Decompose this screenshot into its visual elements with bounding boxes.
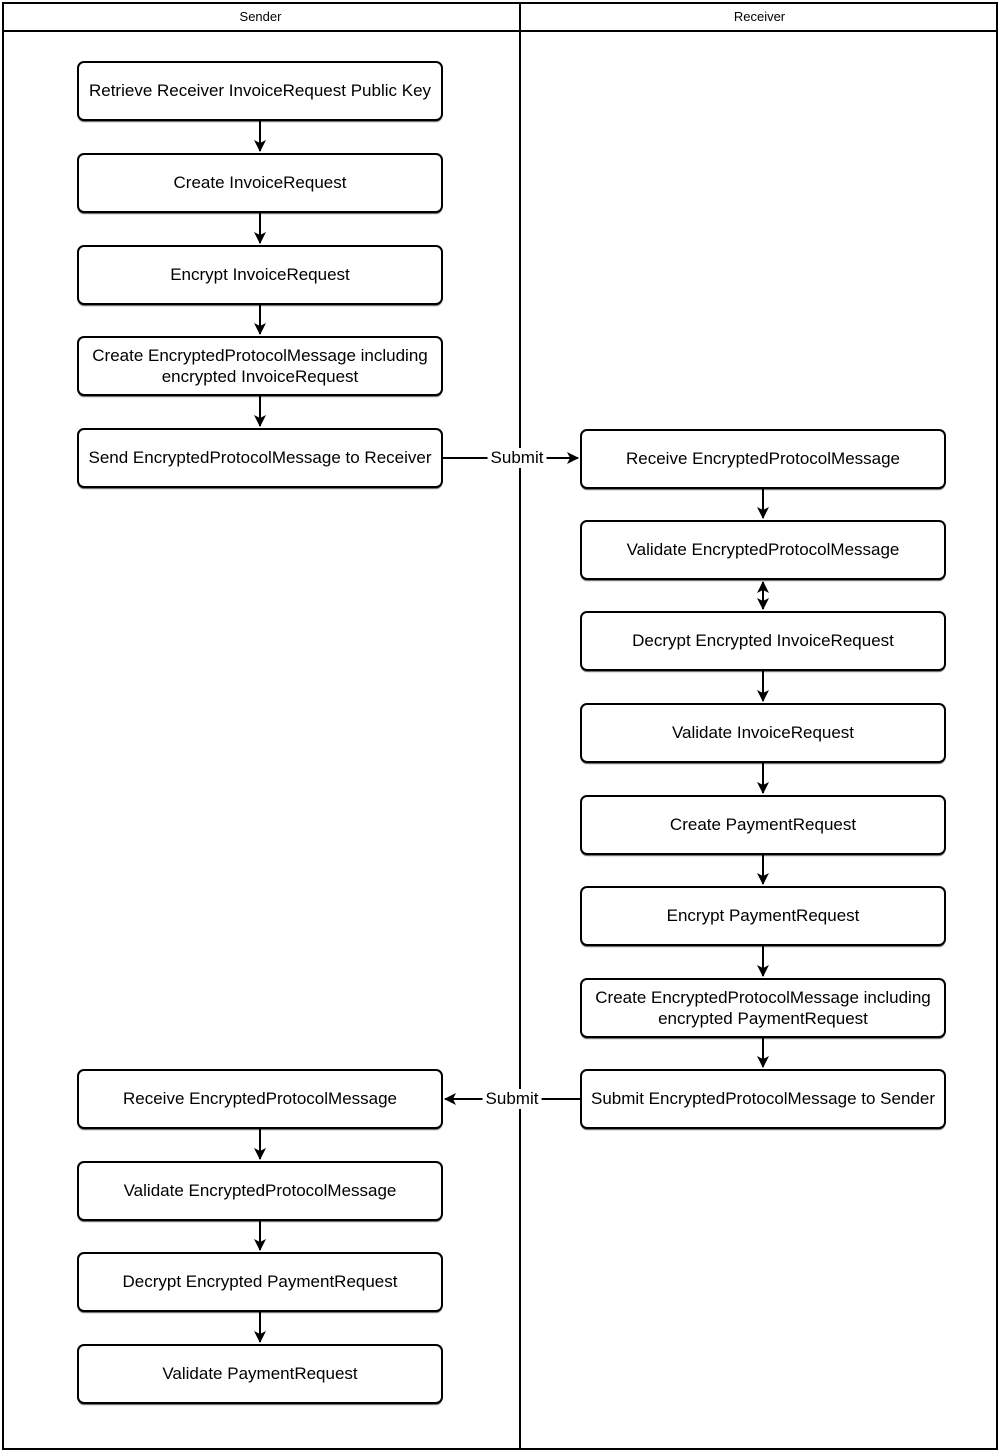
edge-label-submit-to-receiver: Submit [488, 448, 547, 468]
node-validate-paymentrequest: Validate PaymentRequest [77, 1344, 443, 1404]
node-receive-encryptedprotocolmessage-sender: Receive EncryptedProtocolMessage [77, 1069, 443, 1129]
node-decrypt-encrypted-invoicerequest: Decrypt Encrypted InvoiceRequest [580, 611, 946, 671]
node-create-encryptedprotocolmessage-payment: Create EncryptedProtocolMessage including encrypted PaymentRequest [580, 978, 946, 1038]
lane-title-receiver: Receiver [733, 9, 786, 24]
edge-label-submit-to-sender: Submit [483, 1089, 542, 1109]
node-encrypt-invoicerequest: Encrypt InvoiceRequest [77, 245, 443, 305]
node-encrypt-paymentrequest: Encrypt PaymentRequest [580, 886, 946, 946]
node-create-invoicerequest: Create InvoiceRequest [77, 153, 443, 213]
node-create-paymentrequest: Create PaymentRequest [580, 795, 946, 855]
node-validate-encryptedprotocolmessage-sender: Validate EncryptedProtocolMessage [77, 1161, 443, 1221]
node-validate-invoicerequest: Validate InvoiceRequest [580, 703, 946, 763]
node-receive-encryptedprotocolmessage-receiver: Receive EncryptedProtocolMessage [580, 429, 946, 489]
lane-title-sender: Sender [239, 9, 282, 24]
node-submit-encryptedprotocolmessage: Submit EncryptedProtocolMessage to Sender [580, 1069, 946, 1129]
node-retrieve-public-key: Retrieve Receiver InvoiceRequest Public Key [77, 61, 443, 121]
node-validate-encryptedprotocolmessage-receiver: Validate EncryptedProtocolMessage [580, 520, 946, 580]
node-send-encryptedprotocolmessage: Send EncryptedProtocolMessage to Receiver [77, 428, 443, 488]
node-decrypt-encrypted-paymentrequest: Decrypt Encrypted PaymentRequest [77, 1252, 443, 1312]
node-create-encryptedprotocolmessage-invoice: Create EncryptedProtocolMessage including encrypted InvoiceRequest [77, 336, 443, 396]
